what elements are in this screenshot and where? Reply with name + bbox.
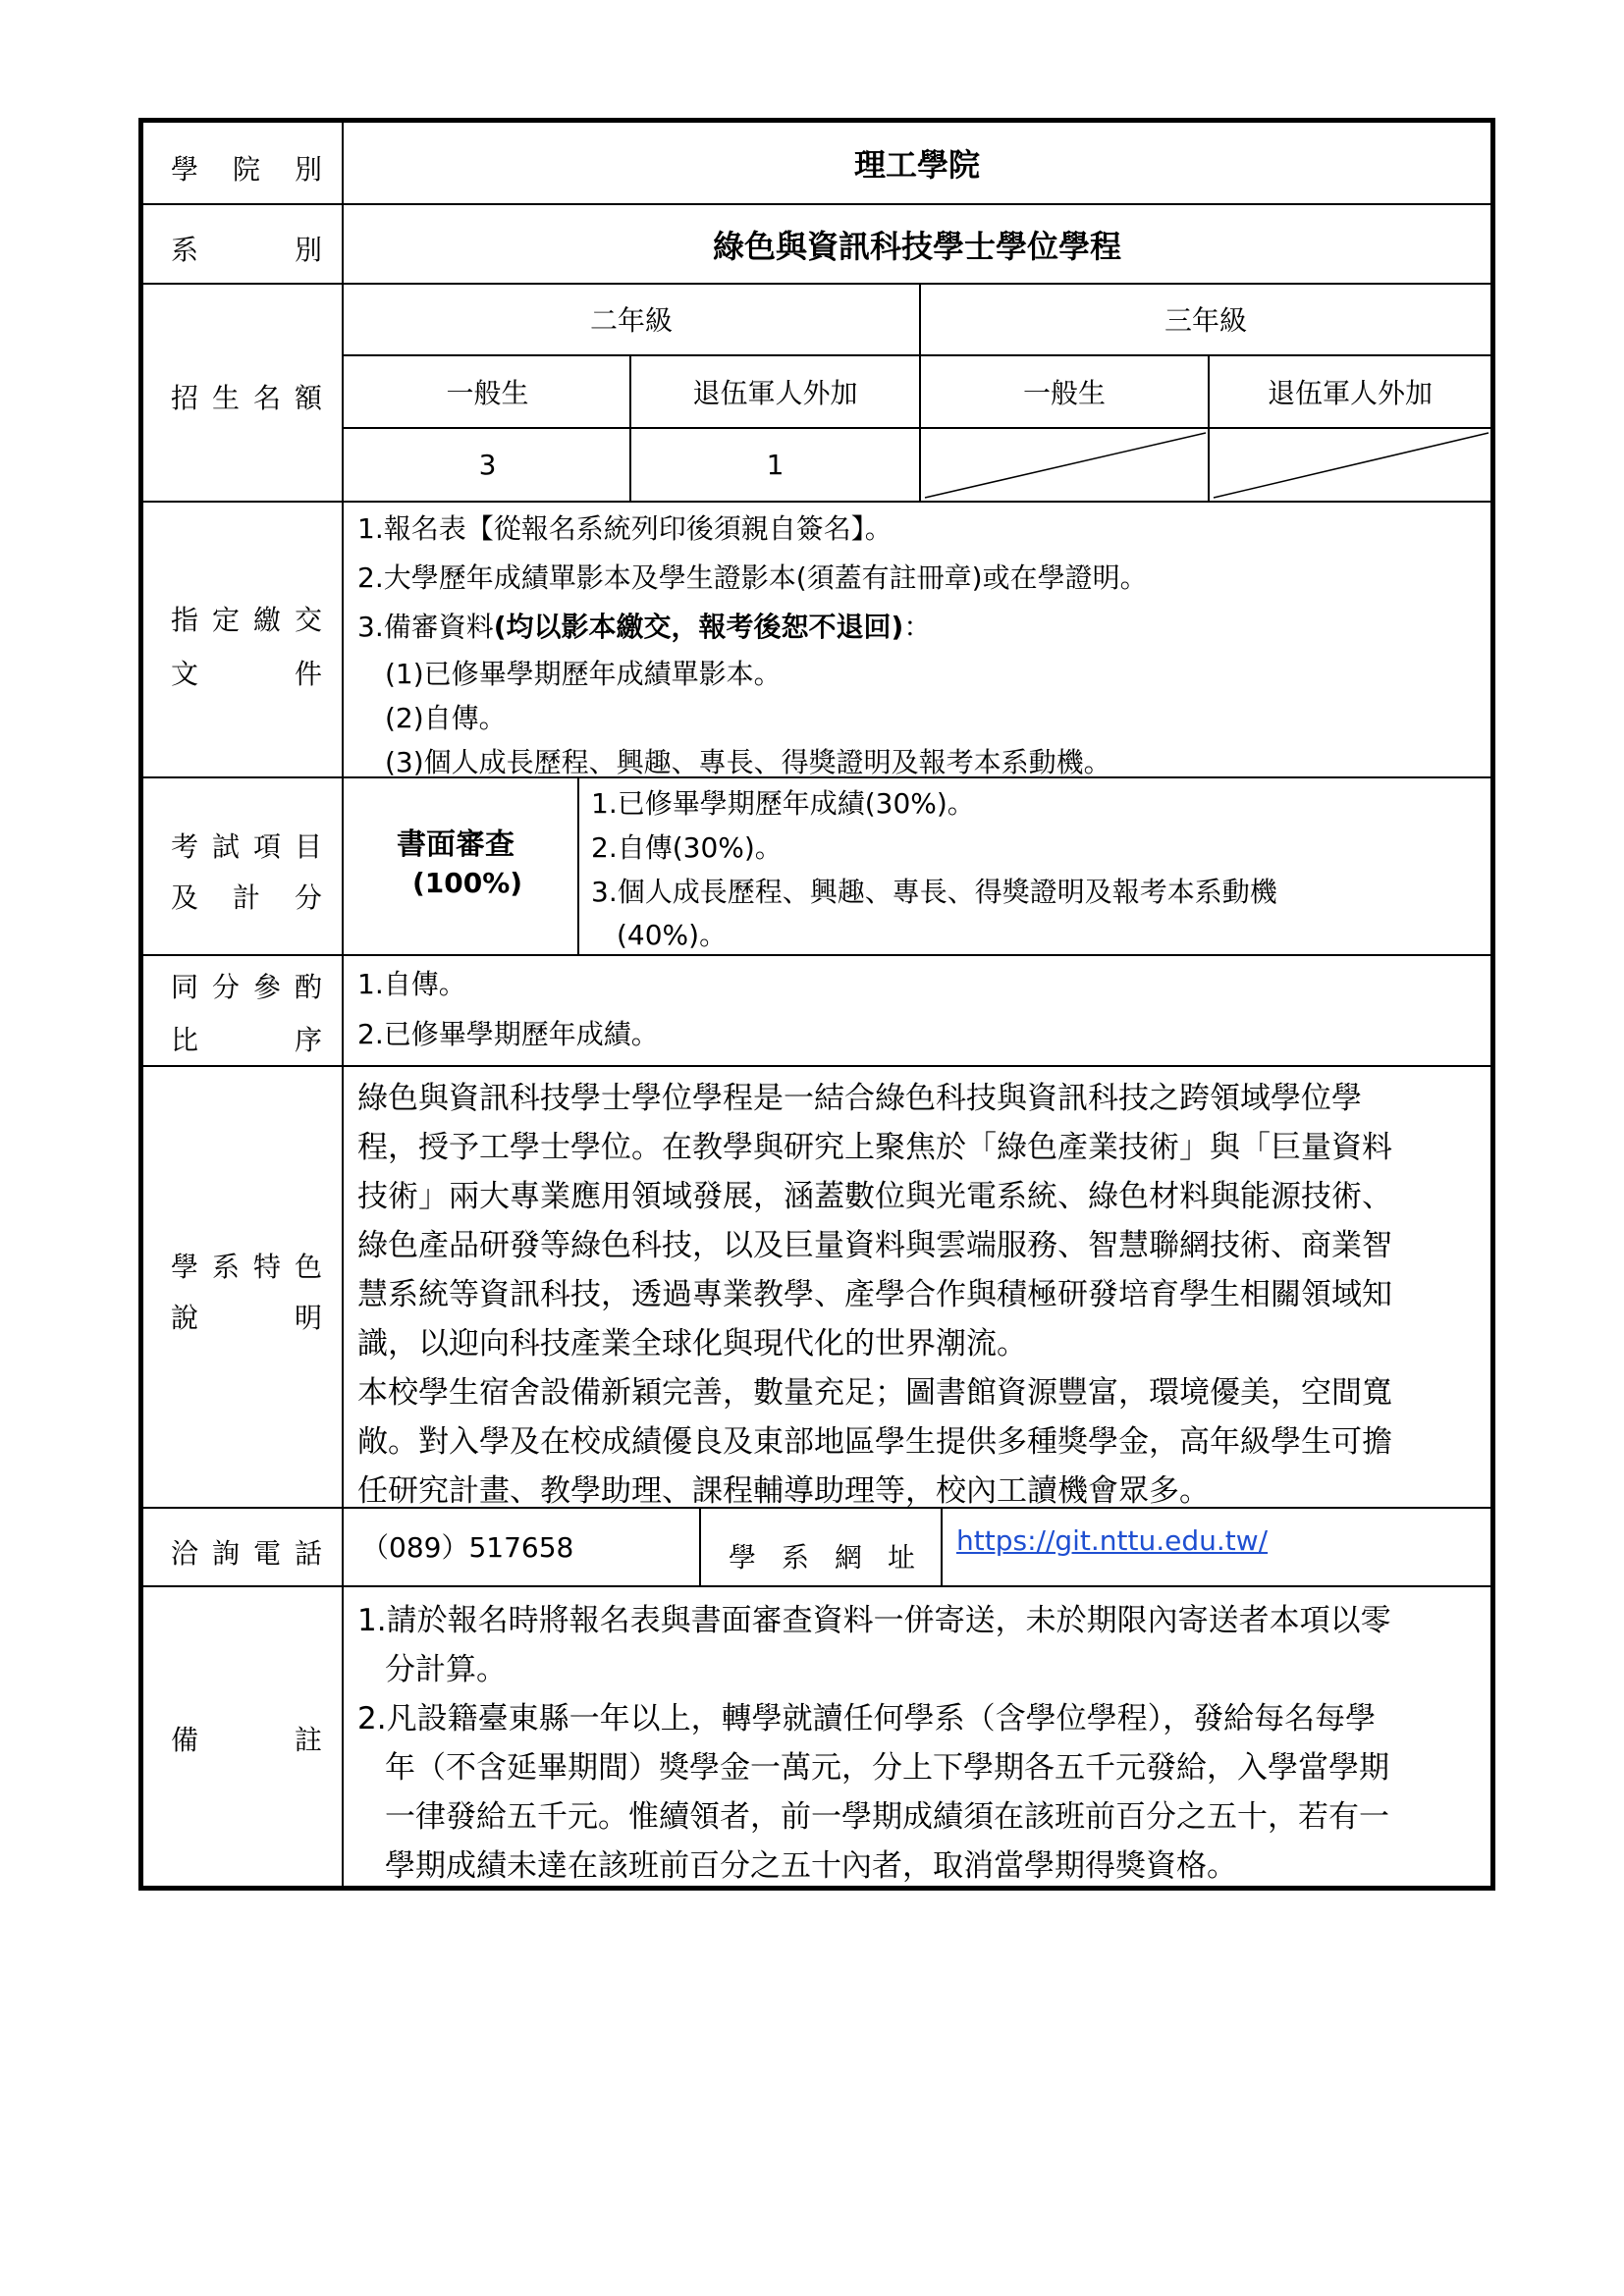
tiebreak-item-1: 1.自傳。 bbox=[357, 968, 466, 1000]
exam-method: 書面審查 bbox=[397, 828, 514, 862]
grade-3-header: 三年級 bbox=[1164, 304, 1247, 337]
exam-label: 考 試 項 目 及 計 分 bbox=[171, 830, 322, 914]
notes-line-3: 2.凡設籍臺東縣一年以上，轉學就讀任何學系（含學位學程），發給每名每學 bbox=[357, 1701, 1377, 1736]
college-label: 學 院 別 bbox=[171, 153, 322, 186]
features-line-7: 本校學生宿舍設備新穎完善，數量充足；圖書館資源豐富，環境優美，空間寬 bbox=[357, 1375, 1392, 1411]
department-website-link[interactable]: https://git.nttu.edu.tw/ bbox=[956, 1524, 1269, 1557]
documents-item-2: 2.大學歷年成績單影本及學生證影本(須蓋有註冊章)或在學證明。 bbox=[357, 561, 1148, 594]
notes-line-2: 分計算。 bbox=[385, 1652, 507, 1687]
notes-line-4: 年（不含延畢期間）獎學金一萬元，分上下學期各五千元發給，入學當學期 bbox=[385, 1750, 1389, 1786]
quota-value-regular-g2: 3 bbox=[478, 448, 497, 481]
features-line-9: 任研究計畫、教學助理、課程輔導助理等，校內工讀機會眾多。 bbox=[357, 1473, 1210, 1509]
tiebreak-item-2: 2.已修畢學期歷年成績。 bbox=[357, 1018, 659, 1050]
features-line-8: 敞。對入學及在校成績優良及東部地區學生提供多種獎學金，高年級學生可擔 bbox=[357, 1424, 1392, 1460]
exam-item-3-cont: (40%)。 bbox=[617, 919, 728, 951]
features-line-1: 綠色與資訊科技學士學位學程是一結合綠色科技與資訊科技之跨領域學位學 bbox=[357, 1081, 1362, 1116]
quota-empty-slash-g3-veteran bbox=[1210, 429, 1490, 500]
quota-value-veteran-g2: 1 bbox=[766, 448, 785, 481]
quota-col-regular-g3: 一般生 bbox=[1022, 377, 1106, 409]
notes-line-6: 學期成績未達在該班前百分之五十內者，取消當學期得獎資格。 bbox=[385, 1848, 1237, 1884]
features-label: 學 系 特 色 說 明 bbox=[171, 1251, 322, 1334]
quota-col-regular-g2: 一般生 bbox=[446, 377, 529, 409]
documents-item-3: 3.備審資料(均以影本繳交，報考後恕不退回)： bbox=[357, 611, 932, 643]
exam-item-3: 3.個人成長歷程、興趣、專長、得獎證明及報考本系動機 bbox=[591, 876, 1277, 908]
exam-method-weight: (100%) bbox=[412, 867, 523, 899]
quota-col-veteran-g3: 退伍軍人外加 bbox=[1267, 377, 1433, 409]
features-line-2: 程，授予工學士學位。在教學與研究上聚焦於「綠色產業技術」與「巨量資料 bbox=[357, 1130, 1392, 1165]
quota-label: 招 生 名 額 bbox=[171, 382, 322, 414]
notes-line-1: 1.請於報名時將報名表與書面審查資料一併寄送，未於期限內寄送者本項以零 bbox=[357, 1603, 1391, 1638]
documents-sub-1: (1)已修畢學期歷年成績單影本。 bbox=[385, 658, 782, 690]
grade-2-header: 二年級 bbox=[589, 304, 673, 337]
features-line-6: 識，以迎向科技產業全球化與現代化的世界潮流。 bbox=[357, 1326, 1027, 1362]
documents-label: 指 定 繳 交 文 件 bbox=[171, 604, 322, 690]
features-line-4: 綠色產品研發等綠色科技，以及巨量資料與雲端服務、智慧聯網技術、商業智 bbox=[357, 1228, 1392, 1263]
department-value: 綠色與資訊科技學士學位學程 bbox=[712, 228, 1121, 265]
notes-line-5: 一律發給五千元。惟續領者，前一學期成績須在該班前百分之五十，若有一 bbox=[385, 1799, 1389, 1835]
exam-item-2: 2.自傳(30%)。 bbox=[591, 831, 783, 864]
documents-sub-2: (2)自傳。 bbox=[385, 702, 507, 734]
quota-col-veteran-g2: 退伍軍人外加 bbox=[692, 377, 858, 409]
exam-item-1: 1.已修畢學期歷年成績(30%)。 bbox=[591, 787, 975, 820]
documents-sub-3: (3)個人成長歷程、興趣、專長、得獎證明及報考本系動機。 bbox=[385, 746, 1111, 778]
contact-phone: （089）517658 bbox=[361, 1531, 574, 1564]
features-line-3: 技術」兩大專業應用領域發展，涵蓋數位與光電系統、綠色材料與能源技術、 bbox=[357, 1179, 1392, 1214]
features-line-5: 慧系統等資訊科技，透過專業教學、產學合作與積極研發培育學生相關領域知 bbox=[357, 1277, 1392, 1312]
contact-label: 洽 詢 電 話 bbox=[171, 1537, 322, 1570]
tiebreak-label: 同 分 參 酌 比 序 bbox=[171, 971, 322, 1056]
college-value: 理工學院 bbox=[853, 146, 980, 184]
department-label: 系 別 bbox=[171, 234, 322, 266]
admission-table bbox=[138, 118, 1495, 1891]
website-label: 學 系 網 址 bbox=[729, 1541, 915, 1574]
documents-item-1: 1.報名表【從報名系統列印後須親自簽名】。 bbox=[357, 512, 893, 545]
quota-empty-slash-g3-regular bbox=[921, 429, 1208, 500]
notes-label: 備 註 bbox=[171, 1724, 322, 1756]
